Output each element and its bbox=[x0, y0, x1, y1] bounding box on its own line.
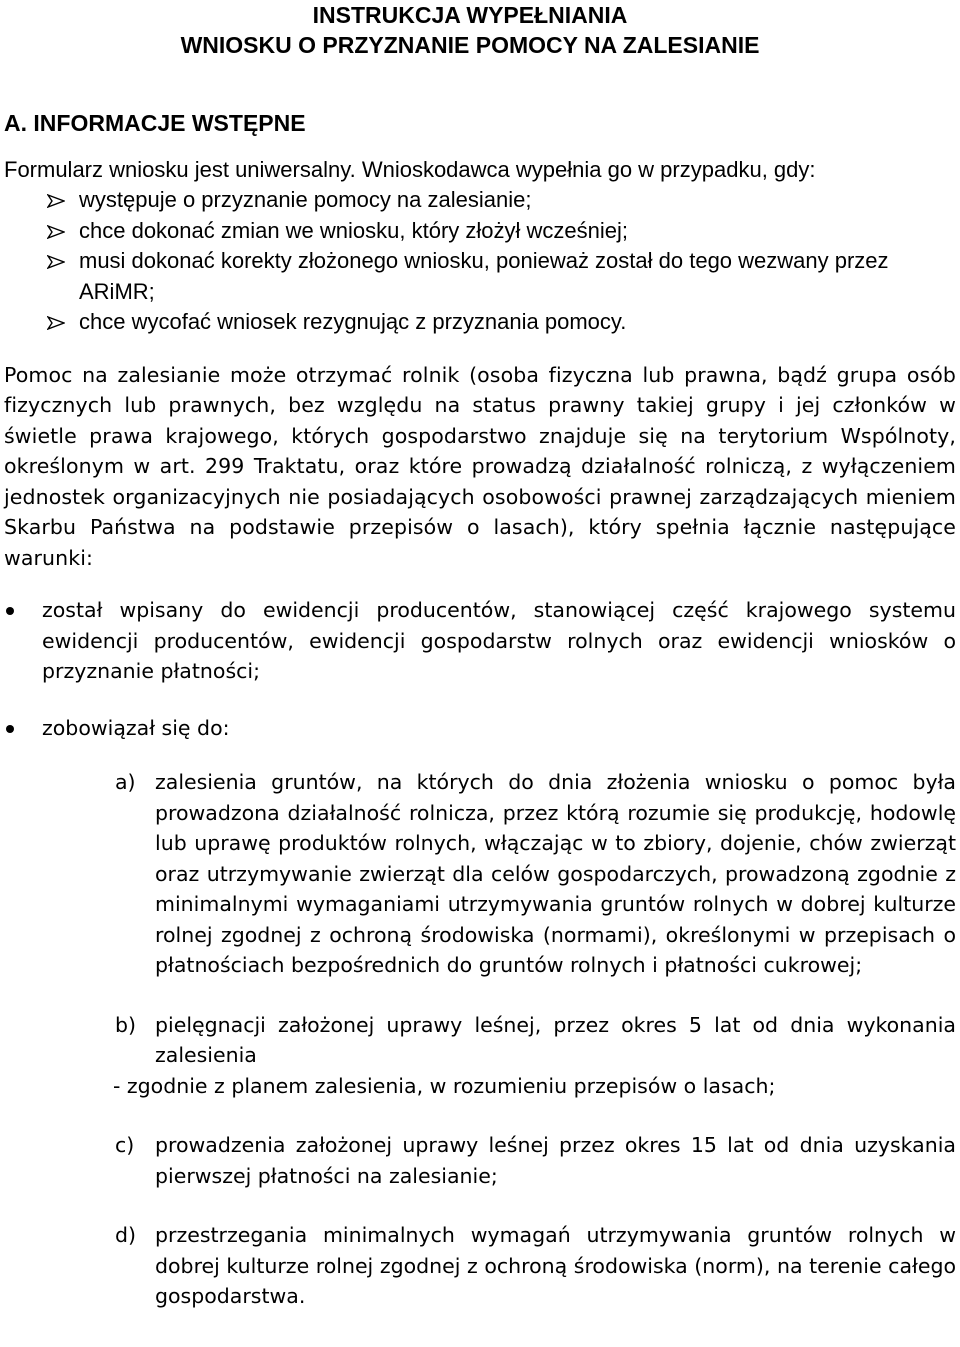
obligation-item-d bbox=[115, 1220, 956, 1312]
obligation-item-b bbox=[115, 1010, 956, 1071]
document-title bbox=[0, 0, 956, 60]
case-text: chce dokonać zmian we wniosku, który złożył wcześniej; bbox=[79, 217, 629, 243]
section-a-heading: A. INFORMACJE WSTĘPNE bbox=[4, 110, 306, 136]
title-line-2: WNIOSKU O PRZYZNANIE POMOCY NA ZALESIANIE bbox=[180, 32, 760, 58]
case-text: występuje o przyznanie pomocy na zalesianie; bbox=[79, 187, 532, 212]
obligation-b-extra: - zgodnie z planem zalesienia, w rozumieniu przepisów o lasach; bbox=[113, 1073, 776, 1098]
obligation-text: pielęgnacji założonej uprawy leśnej, przez okres 5 lat od dnia wykonania zalesienia bbox=[155, 1012, 956, 1067]
title-line-1: INSTRUKCJA WYPEŁNIANIA bbox=[312, 2, 628, 28]
round-bullet-icon bbox=[6, 725, 14, 733]
case-item bbox=[47, 246, 956, 307]
condition-item bbox=[4, 713, 956, 744]
arrowhead-bullet-icon bbox=[47, 225, 65, 239]
obligation-text: przestrzegania minimalnych wymagań utrzymywania gruntów rolnych w dobrej kulturze rolnej zgodnej z ochroną środowiska (norm), na terenie całego gospodarstwa. bbox=[155, 1223, 956, 1308]
case-text: chce wycofać wniosek rezygnując z przyznania pomocy. bbox=[79, 309, 627, 334]
obligations-list bbox=[115, 767, 956, 1312]
eligibility-paragraph: Pomoc na zalesianie może otrzymać rolnik (osoba fizyczna lub prawna, bądź grupa osób fizycznych lub prawnych, bez względu na status prawny takiej grupy i jej członków w świetle prawa krajowego, których gospodarstwo znajduje się na terytorium Wspólnoty, określonym w art. 299 Traktatu, oraz które prowadzą działalność rolniczą, z wyłączeniem jednostek organizacyjnych nie posiadających osobowości prawnej zarządzających mieniem Skarbu Państwa na podstawie przepisów o lasach), który spełnia łącznie następujące warunki: bbox=[4, 362, 956, 570]
arrowhead-bullet-icon bbox=[47, 316, 65, 330]
cases-list bbox=[4, 185, 956, 338]
intro-text: Formularz wniosku jest uniwersalny. Wnioskodawca wypełnia go w przypadku, gdy: bbox=[4, 157, 816, 182]
case-item bbox=[47, 185, 956, 216]
arrowhead-bullet-icon bbox=[47, 255, 65, 269]
round-bullet-icon bbox=[6, 607, 14, 615]
obligation-text: zalesienia gruntów, na których do dnia złożenia wniosku o pomoc była prowadzona działalność rolnicza, przez którą rozumie się produkcję, hodowlę lub uprawę produktów rolnych, włączając w to zbiory, dojenie, chów zwierząt oraz utrzymywanie zwierząt dla celów gospodarczych, prowadzoną zgodnie z minimalnymi wymaganiami utrzymywania gruntów rolnych w dobrej kulturze rolnej zgodnej z ochroną środowiska (normami), określonymi w przepisach o płatnościach bezpośrednich do gruntów rolnych i płatności cukrowej; bbox=[155, 770, 956, 977]
obligation-marker: b) bbox=[115, 1012, 137, 1037]
condition-item bbox=[4, 595, 956, 687]
arrowhead-bullet-icon bbox=[47, 194, 65, 208]
case-item bbox=[47, 307, 956, 338]
case-item bbox=[47, 216, 956, 247]
obligation-marker: a) bbox=[115, 770, 136, 794]
obligation-text: prowadzenia założonej uprawy leśnej przez okres 15 lat od dnia uzyskania pierwszej płatności na zalesianie; bbox=[155, 1133, 956, 1188]
obligation-item-c bbox=[115, 1130, 956, 1191]
case-text: musi dokonać korekty złożonego wniosku, ponieważ został do tego wezwany przez ARiMR; bbox=[79, 248, 889, 304]
condition-text: został wpisany do ewidencji producentów, stanowiącej część krajowego systemu ewidencji producentów, ewidencji gospodarstw rolnych oraz ewidencji wniosków o przyznanie płatności; bbox=[42, 598, 956, 683]
obligation-marker: c) bbox=[115, 1133, 135, 1157]
obligation-marker: d) bbox=[115, 1223, 137, 1247]
condition-text: zobowiązał się do: bbox=[42, 715, 230, 740]
obligation-item-a bbox=[115, 767, 956, 981]
